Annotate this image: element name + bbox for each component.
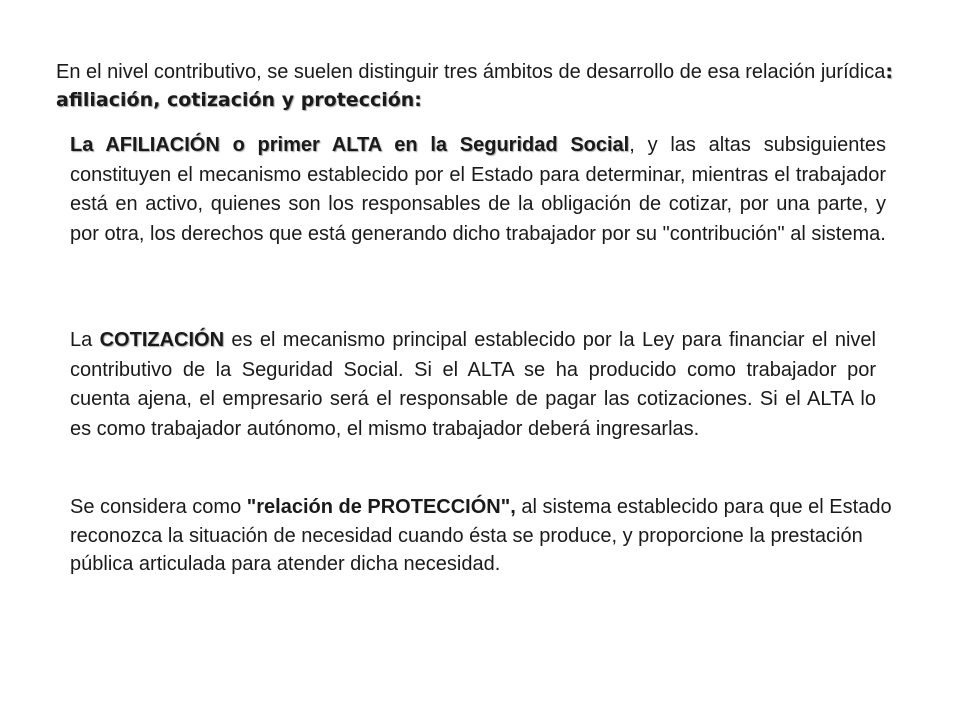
proteccion-paragraph [70,493,900,579]
cotizacion-body: es el mecanismo principal establecido por la Ley para financiar el nivel contributivo de la Seguridad Social. Si el ALTA se ha producido como trabajador por cuenta ajena, el empresario será el responsable de pagar las cotizaciones. Si el ALTA lo es como trabajador autónomo, el mismo trabajador deberá ingresarlas. [70,329,876,440]
cotizacion-heading: COTIZACIÓN [99,329,225,351]
afiliacion-body: , y las altas subsiguientes constituyen el mecanismo establecido por el Estado para determinar, mientras el trabajador está en activo, quienes son los responsables de la obligación de cotizar, por una parte, y por otra, los derechos que está generando dicho trabajador por su "contribución" al sistema. [70,134,886,245]
cotizacion-paragraph [70,326,876,444]
afiliacion-paragraph [70,131,886,249]
intro-emphasis: : afiliación, cotización y protección: [56,61,893,111]
proteccion-body: al sistema establecido para que el Estado reconozca la situación de necesidad cuando ésta se produce, y proporcione la prestación pública articulada para atender dicha necesidad. [70,496,892,575]
proteccion-lead: Se considera como [70,496,247,518]
cotizacion-lead: La [70,329,100,351]
proteccion-heading: "relación de PROTECCIÓN", [246,496,516,518]
afiliacion-heading: La AFILIACIÓN o primer ALTA en la Seguridad Social [70,134,630,156]
intro-paragraph [56,58,916,114]
intro-text: En el nivel contributivo, se suelen distinguir tres ámbitos de desarrollo de esa relación jurídica [56,61,886,83]
